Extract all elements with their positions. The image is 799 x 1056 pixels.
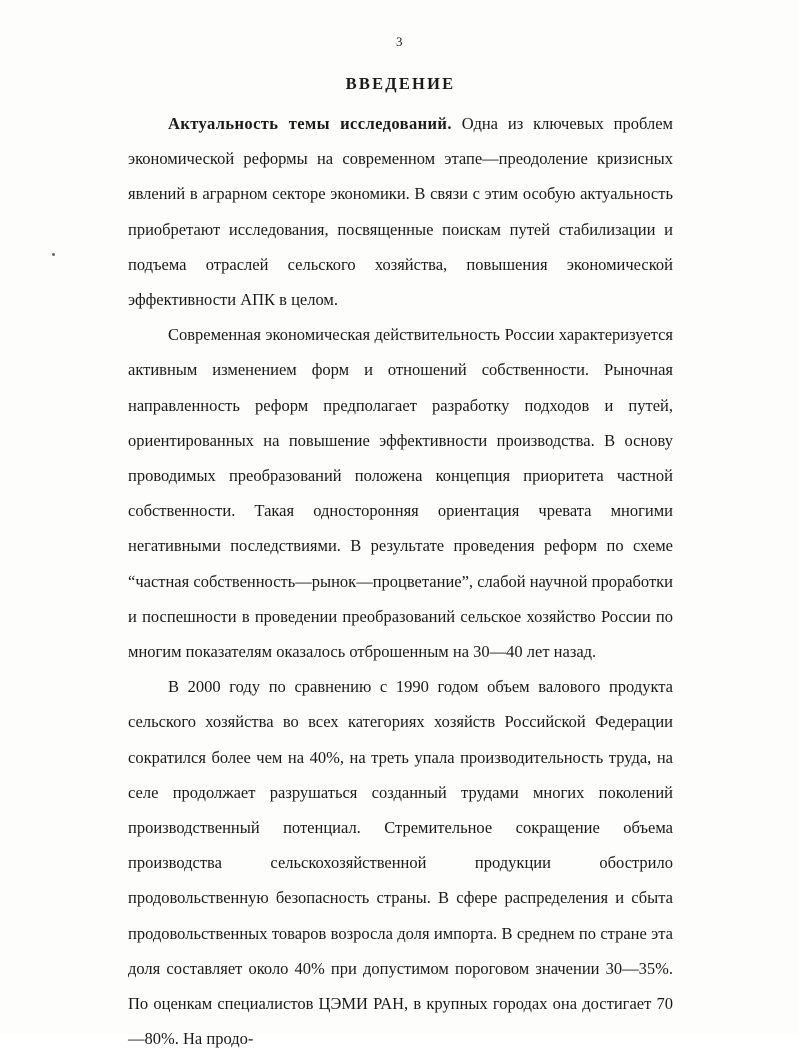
paragraph-2-text: Современная экономическая действительность России характеризуется активным изменением форм и отношений собственности. Рыночная направленность реформ предполагает разработку подходов и путей, ориентированных на повышение эффективности производства. В основу проводимых преобразований положена концепция приоритета частной собственности. Такая односторонняя ориентация чревата многими негативными последствиями. В результате проведения реформ по схеме “частная собственность—рынок—процветание”, слабой научной проработки и поспешности в проведении преобразований сельское хозяйство России по многим показателям оказалось отброшенным на 30—40 лет назад. bbox=[128, 325, 673, 662]
paragraph-1 bbox=[128, 106, 673, 317]
page-title: ВВЕДЕНИЕ bbox=[345, 74, 456, 93]
paragraph-1-lead: Актуальность темы исследований. bbox=[168, 114, 452, 133]
stray-ink-mark bbox=[52, 253, 55, 256]
paragraph-3-text: В 2000 году по сравнению с 1990 годом объем валового продукта сельского хозяйства во всех категориях хозяйств Российской Федерации сократился более чем на 40%, на треть упала производительность труда, на селе продолжает разрушаться созданный трудами многих поколений производственный потенциал. Стремительное сокращение объема производства сельскохозяйственной продукции обострило продовольственную безопасность страны. В сфере распределения и сбыта продовольственных товаров возросла доля импорта. В среднем по стране эта доля составляет около 40% при допустимом пороговом значении 30—35%. По оценкам специалистов ЦЭМИ РАН, в крупных городах она достигает 70—80%. На продо- bbox=[128, 677, 673, 1049]
page-number: 3 bbox=[396, 34, 403, 49]
paragraph-3 bbox=[128, 669, 673, 1056]
paragraph-2 bbox=[128, 317, 673, 669]
page-content bbox=[128, 74, 673, 1056]
paragraph-1-text: Одна из ключевых проблем экономической реформы на современном этапе—преодоление кризисных явлений в аграрном секторе экономики. В связи с этим особую актуальность приобретают исследования, посвященные поискам путей стабилизации и подъема отраслей сельского хозяйства, повышения экономической эффективности АПК в целом. bbox=[128, 114, 673, 310]
